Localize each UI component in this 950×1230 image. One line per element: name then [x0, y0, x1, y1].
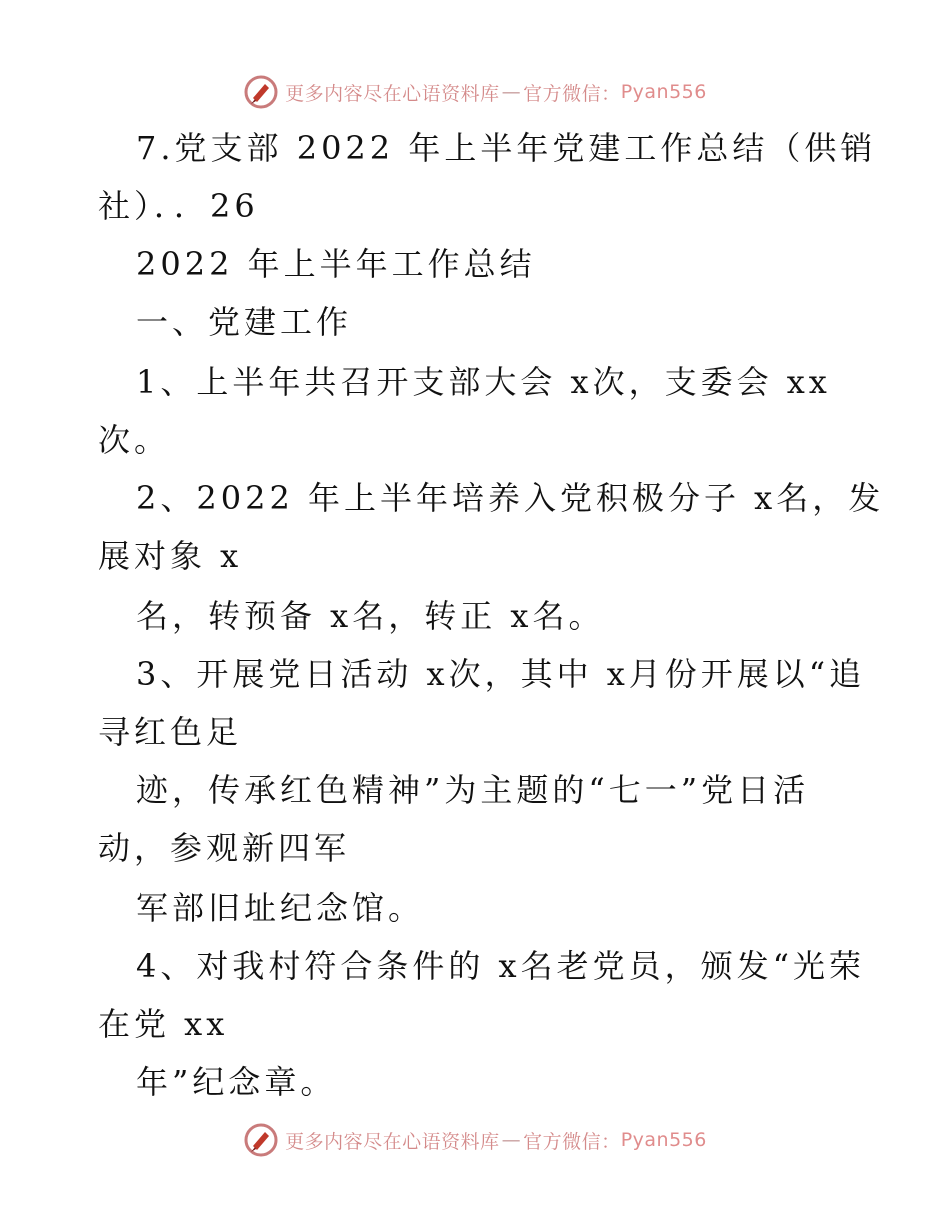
- doc-line: 4、对我村符合条件的 x名老党员，颁发“光荣: [136, 947, 865, 985]
- doc-line: 2022 年上半年工作总结: [136, 245, 536, 283]
- doc-line: 在党 xx: [98, 1005, 229, 1043]
- doc-line: 3、开展党日活动 x次，其中 x月份开展以“追: [136, 655, 866, 693]
- doc-line: 迹，传承红色精神”为主题的“七一”党日活: [136, 771, 810, 809]
- watermark-label: 官方微信：: [523, 82, 621, 105]
- header-watermark: [0, 72, 950, 112]
- watermark-text: 更多内容尽在心语资料库: [285, 1130, 500, 1153]
- doc-line: 军部旧址纪念馆。: [136, 889, 425, 927]
- section-heading: 一、党建工作: [136, 303, 353, 341]
- doc-line: 1、上半年共召开支部大会 x次，支委会 xx: [136, 363, 831, 401]
- doc-line: 寻红色足: [98, 713, 243, 751]
- watermark-wechat-id: Pyan556: [620, 1129, 707, 1151]
- watermark-label: 官方微信：: [523, 1130, 621, 1153]
- doc-line: 名，转预备 x名，转正 x名。: [136, 597, 605, 635]
- doc-line: 年”纪念章。: [136, 1063, 337, 1101]
- pen-logo-icon: [243, 1122, 279, 1158]
- watermark-separator: —: [501, 81, 522, 103]
- footer-watermark: [0, 1120, 950, 1160]
- doc-line: 社）．．26: [98, 187, 259, 225]
- watermark-wechat-id: Pyan556: [620, 81, 707, 103]
- watermark-separator: —: [501, 1129, 522, 1151]
- doc-line: 2、2022 年上半年培养入党积极分子 x名，发: [136, 479, 885, 517]
- doc-line: 7.党支部 2022 年上半年党建工作总结（供销: [136, 129, 877, 167]
- doc-line: 动，参观新四军: [98, 829, 351, 867]
- doc-line: 展对象 x: [98, 537, 243, 575]
- pen-logo-icon: [243, 74, 279, 110]
- watermark-text: 更多内容尽在心语资料库: [285, 82, 500, 105]
- doc-line: 次。: [98, 421, 171, 459]
